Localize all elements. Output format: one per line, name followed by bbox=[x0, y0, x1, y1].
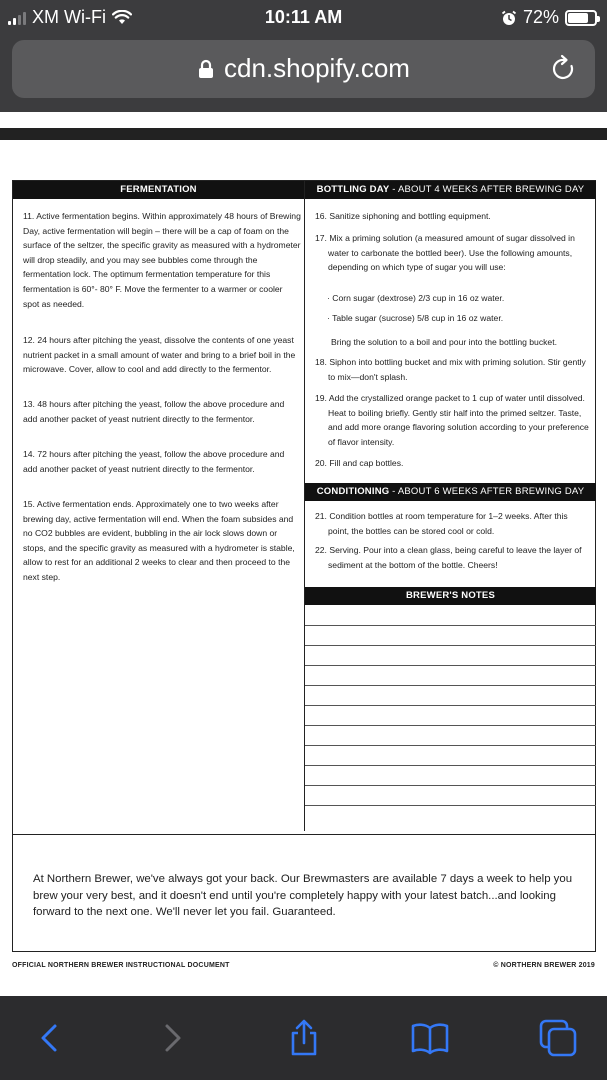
forward-arrow-icon[interactable] bbox=[152, 1018, 192, 1058]
step-11: 11. Active fermentation begins. Within approximately 48 hours of Brewing Day, active fermentation will begin – there will be a cap of foam on the surface of the seltzer, the specific gravity as measured with a hydrometer will drop steadily, and you may see bubbles come through the fermentation lock. The optimum fermentation temperature for this fermentation is 60°- 80° F. Move the fermenter to a warmer or cooler spot as needed. bbox=[23, 211, 301, 309]
corn-sugar-amount: · Corn sugar (dextrose) 2/3 cup in 16 oz water. bbox=[327, 293, 505, 303]
note-line bbox=[305, 625, 596, 626]
conditioning-subtitle: - ABOUT 6 WEEKS AFTER BREWING DAY bbox=[389, 486, 585, 497]
clock: 10:11 AM bbox=[264, 7, 343, 27]
step-22: 22. Serving. Pour into a clean glass, being careful to leave the layer of sediment at the bottom of the bottle. Cheers! bbox=[315, 545, 582, 570]
alarm-icon bbox=[501, 10, 517, 26]
page-top-band bbox=[0, 128, 607, 140]
step-17: 17. Mix a priming solution (a measured amount of sugar dissolved in water to carbonate the bottled beer). Use the following amounts, depending on which type of sugar you will use: bbox=[315, 233, 575, 273]
conditioning-heading bbox=[305, 483, 596, 501]
guarantee-text: At Northern Brewer, we've always got your back. Our Brewmasters are available 7 days a week to help you brew your very best, and it doesn't end until you're completely happy with your latest batch...and looking forward to the next one. We'll never let you fail. Guaranteed. bbox=[33, 873, 573, 918]
reload-icon[interactable] bbox=[549, 54, 579, 84]
fermentation-column bbox=[13, 181, 305, 831]
note-line bbox=[305, 725, 596, 726]
bottling-heading bbox=[305, 181, 596, 199]
note-line bbox=[305, 765, 596, 766]
table-sugar-amount: · Table sugar (sucrose) 5/8 cup in 16 oz water. bbox=[327, 313, 504, 323]
carrier-name: XM Wi-Fi bbox=[32, 7, 106, 27]
bottling-subtitle: - ABOUT 4 WEEKS AFTER BREWING DAY bbox=[389, 184, 585, 195]
step-13: 13. 48 hours after pitching the yeast, follow the above procedure and add another packet of yeast nutrient directly to the fermentor. bbox=[23, 399, 285, 424]
document-footer-left: OFFICIAL NORTHERN BREWER INSTRUCTIONAL DOCUMENT bbox=[12, 962, 230, 969]
share-icon[interactable] bbox=[284, 1018, 324, 1058]
note-line bbox=[305, 665, 596, 666]
conditioning-title: CONDITIONING bbox=[316, 486, 390, 497]
status-bar bbox=[0, 0, 607, 34]
note-line bbox=[305, 685, 596, 686]
note-line bbox=[305, 785, 596, 786]
lock-icon bbox=[198, 59, 214, 79]
url-host: cdn.shopify.com bbox=[224, 53, 410, 83]
step-12: 12. 24 hours after pitching the yeast, dissolve the contents of one yeast nutrient packet in a small amount of water and bring to a brief boil in the microwave. Cover, allow to cool and add directly to the fermentor. bbox=[23, 335, 296, 375]
note-line bbox=[305, 745, 596, 746]
fermentation-heading: FERMENTATION bbox=[13, 181, 304, 199]
note-line bbox=[305, 805, 596, 806]
brewers-notes-heading: BREWER'S NOTES bbox=[305, 587, 596, 605]
step-18: 18. Siphon into bottling bucket and mix with priming solution. Stir gently to mix—don't splash. bbox=[315, 357, 586, 382]
battery-percent: 72% bbox=[522, 7, 559, 27]
note-line bbox=[305, 705, 596, 706]
battery-fill bbox=[568, 13, 588, 23]
browser-toolbar bbox=[0, 996, 607, 1080]
tabs-icon[interactable] bbox=[538, 1018, 578, 1058]
step-15: 15. Active fermentation ends. Approximately one to two weeks after brewing day, active fermentation will end. When the foam subsides and no CO2 bubbles are evident, bubbling in the air lock slows down or stops, and the specific gravity as measured with a hydrometer is stable, allow to rest for an additional 2 weeks to clear and then proceed to the next step. bbox=[23, 499, 295, 582]
instruction-document bbox=[12, 180, 596, 952]
address-bar[interactable] bbox=[12, 40, 595, 98]
document-footer-right: © NORTHERN BREWER 2019 bbox=[493, 962, 595, 969]
bottling-column bbox=[305, 181, 596, 831]
battery-icon bbox=[565, 10, 597, 26]
step-19: 19. Add the crystallized orange packet to 1 cup of water until dissolved. Heat to boiling briefly. Gently stir half into the primed seltzer. Taste, and add more orange flavoring solution according to your preference of flavor intensity. bbox=[315, 393, 589, 447]
step-21: 21. Condition bottles at room temperature for 1–2 weeks. After this point, the bottles can be stored cool or cold. bbox=[315, 511, 568, 536]
step-16: 16. Sanitize siphoning and bottling equipment. bbox=[315, 211, 491, 221]
note-line bbox=[305, 645, 596, 646]
guarantee-box bbox=[13, 834, 595, 952]
bookmarks-icon[interactable] bbox=[410, 1018, 450, 1058]
bottling-title: BOTTLING DAY bbox=[316, 184, 390, 195]
step-20: 20. Fill and cap bottles. bbox=[315, 458, 404, 468]
browser-top-chrome bbox=[0, 0, 607, 112]
step-14: 14. 72 hours after pitching the yeast, follow the above procedure and add another packet of yeast nutrient directly to the fermentor. bbox=[23, 449, 285, 474]
back-arrow-icon[interactable] bbox=[30, 1018, 70, 1058]
boil-instruction: Bring the solution to a boil and pour into the bottling bucket. bbox=[331, 337, 557, 347]
status-right bbox=[501, 7, 597, 28]
